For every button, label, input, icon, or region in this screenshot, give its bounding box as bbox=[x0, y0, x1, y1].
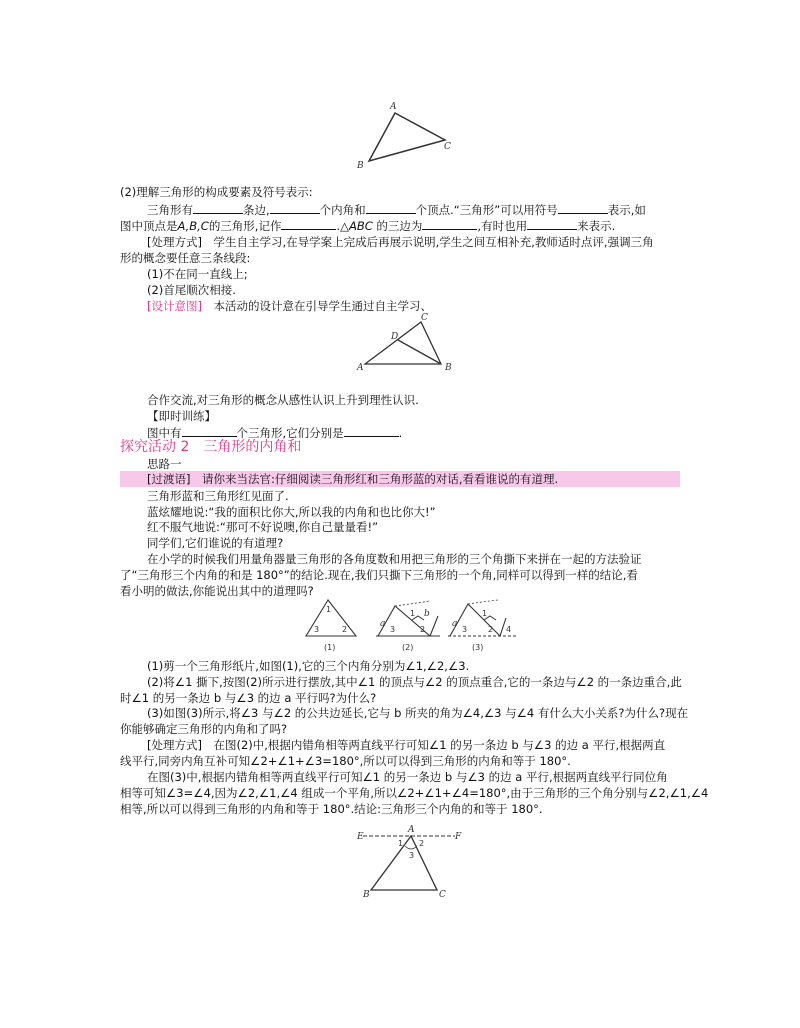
story-line-4: 同学们,它们谁说的有道理? bbox=[147, 536, 284, 550]
figure-2 bbox=[376, 601, 440, 652]
vertex-label-a: A bbox=[357, 363, 364, 373]
label-b: B bbox=[363, 890, 370, 900]
label-f: F bbox=[455, 832, 462, 842]
svg-text:1: 1 bbox=[410, 609, 416, 618]
story-line-2: 蓝炫耀地说:“我的面积比你大,所以我的内角和也比你大!” bbox=[147, 505, 436, 519]
segment-db bbox=[398, 340, 441, 364]
transition-text: [过渡语] 请你来当法官:仔细阅读三角形红和三角形蓝的对话,看看谁说的有道理. bbox=[147, 472, 559, 486]
paragraph-primary-2: 了“三角形三个内角的和是 180°”的结论.现在,我们只撕下三角形的一个角,同样可以得到一样的结论,看 bbox=[120, 568, 638, 582]
answer-blank bbox=[527, 217, 577, 230]
svg-text:a: a bbox=[380, 619, 386, 629]
vertex-label-c: C bbox=[444, 142, 451, 152]
paragraph-primary-3: 看小明的做法,你能说出其中的道理吗? bbox=[120, 584, 314, 598]
cooperation-text: 合作交流,对三角形的概念从感性认识上升到理性认识. bbox=[147, 393, 419, 407]
triangle-figure-top bbox=[345, 95, 465, 175]
idea-one: 思路一 bbox=[147, 457, 182, 471]
angle-1-label: 1 bbox=[398, 839, 404, 848]
svg-text:3: 3 bbox=[462, 625, 468, 634]
processing-method-1-cont: 形的概念要任意三条线段: bbox=[120, 251, 251, 265]
condition-1: (1)不在同一直线上; bbox=[147, 267, 248, 281]
svg-text:(1): (1) bbox=[324, 643, 336, 652]
figure-1 bbox=[306, 600, 356, 652]
processing-method-3: 在图(3)中,根据内错角相等两直线平行可知∠1 的另一条边 b 与∠3 的边 a 平行,根据两直线平行同位角 bbox=[147, 770, 668, 784]
svg-text:1: 1 bbox=[482, 609, 488, 618]
svg-text:b: b bbox=[424, 609, 430, 619]
label-a: A bbox=[408, 825, 415, 835]
question-1: (1)剪一个三角形纸片,如图(1),它的三个内角分别为∠1,∠2,∠3. bbox=[147, 659, 470, 673]
label-c: C bbox=[439, 890, 446, 900]
question-3: (3)如图(3)所示,将∠3 与∠2 的公共边延长,它与 b 所夹的角为∠4,∠3 与∠4 有什么大小关系?为什么?现在 bbox=[147, 706, 689, 720]
story-line-3: 红不服气地说:“那可不好说噢,你自己量量看!” bbox=[147, 520, 379, 534]
angle-2-label: 2 bbox=[419, 839, 425, 848]
svg-text:3: 3 bbox=[314, 625, 320, 634]
story-line-1: 三角形蓝和三角形红见面了. bbox=[147, 489, 289, 503]
answer-blank bbox=[344, 424, 399, 437]
figure-3 bbox=[448, 600, 518, 652]
svg-text:2: 2 bbox=[420, 625, 426, 634]
answer-blank bbox=[366, 201, 416, 214]
svg-text:2: 2 bbox=[342, 625, 348, 634]
question-2-cont: 时∠1 的另一条边 b 与∠3 的边 a 平行吗?为什么? bbox=[120, 691, 377, 705]
angle-arc bbox=[405, 846, 417, 849]
fill-blank-line-2: 图中顶点是A,B,C的三角形,记作 .△ABC 的三边为 ,有时也用 来表示. bbox=[120, 219, 616, 233]
processing-method-2: [处理方式] 在图(2)中,根据内错角相等两直线平行可知∠1 的另一条边 b 与∠3 的边 a 平行,根据两直 bbox=[147, 738, 666, 752]
label-e: E bbox=[357, 832, 364, 842]
practice-question: 图中有 个三角形,它们分别是 . bbox=[147, 426, 403, 440]
conclusion-line: 相等,所以可以得到三角形的内角和等于 180°.结论:三角形三个内角的和等于 180°. bbox=[120, 802, 543, 816]
vertex-label-a: A bbox=[390, 102, 397, 112]
answer-blank bbox=[270, 201, 320, 214]
svg-text:a: a bbox=[452, 619, 458, 629]
triangle-figure-mid bbox=[355, 312, 465, 377]
processing-method-2-cont: 线平行,同旁内角互补可知∠2+∠1+∠3=180°,所以可以得到三角形的内角和等于 180°. bbox=[120, 754, 571, 768]
answer-blank bbox=[281, 217, 336, 230]
answer-blank bbox=[193, 201, 243, 214]
torn-angle-figures bbox=[300, 596, 525, 654]
svg-text:(3): (3) bbox=[472, 643, 484, 652]
triangle-abc-shape bbox=[369, 113, 445, 161]
paragraph-primary-1: 在小学的时候我们用量角器量三角形的各角度数和用把三角形的三个角撕下来拼在一起的方法验证 bbox=[147, 552, 642, 566]
processing-method-1: [处理方式] 学生自主学习,在导学案上完成后再展示说明,学生之间互相补充,教师适时点评,强调三角 bbox=[147, 235, 654, 249]
vertex-label-c: C bbox=[421, 313, 428, 323]
section-2-title: (2)理解三角形的构成要素及符号表示: bbox=[120, 185, 313, 199]
design-intent-label: [设计意图] bbox=[147, 299, 202, 313]
svg-text:3: 3 bbox=[390, 625, 396, 634]
svg-text:2: 2 bbox=[488, 625, 494, 634]
question-2: (2)将∠1 撕下,按图(2)所示进行摆放,其中∠1 的顶点与∠2 的顶点重合,它的一条边与∠2 的一条边重合,此 bbox=[147, 675, 682, 689]
practice-title: 【即时训练】 bbox=[147, 409, 216, 423]
vertex-label-d: D bbox=[391, 332, 399, 342]
fill-blank-line-1: 三角形有 条边, 个内角和 个顶点.“三角形”可以用符号 表示,如 bbox=[147, 203, 646, 217]
svg-text:4: 4 bbox=[506, 625, 512, 634]
design-intent: [设计意图] 本活动的设计意在引导学生通过自主学习、 bbox=[147, 299, 432, 313]
processing-method-3-cont: 相等可知∠3=∠4,因为∠2,∠1,∠4 组成一个平角,所以∠2+∠1+∠4=180°,由于三角形的三个角分别与∠2,∠1,∠4 bbox=[120, 786, 709, 800]
parallel-line-triangle-figure bbox=[355, 822, 470, 900]
svg-text:(2): (2) bbox=[402, 643, 414, 652]
answer-blank bbox=[422, 217, 477, 230]
vertex-label-b: B bbox=[357, 161, 364, 171]
question-3-cont: 你能够确定三角形的内角和了吗? bbox=[120, 722, 288, 736]
condition-2: (2)首尾顺次相接. bbox=[147, 283, 236, 297]
activity-2-heading: 探究活动 2 三角形的内角和 bbox=[120, 439, 302, 455]
vertex-label-b: B bbox=[445, 363, 452, 373]
angle-3-label: 3 bbox=[409, 851, 415, 860]
triangle-abc-shape bbox=[371, 836, 437, 890]
answer-blank bbox=[182, 424, 237, 437]
svg-text:1: 1 bbox=[326, 605, 332, 614]
answer-blank bbox=[558, 201, 608, 214]
